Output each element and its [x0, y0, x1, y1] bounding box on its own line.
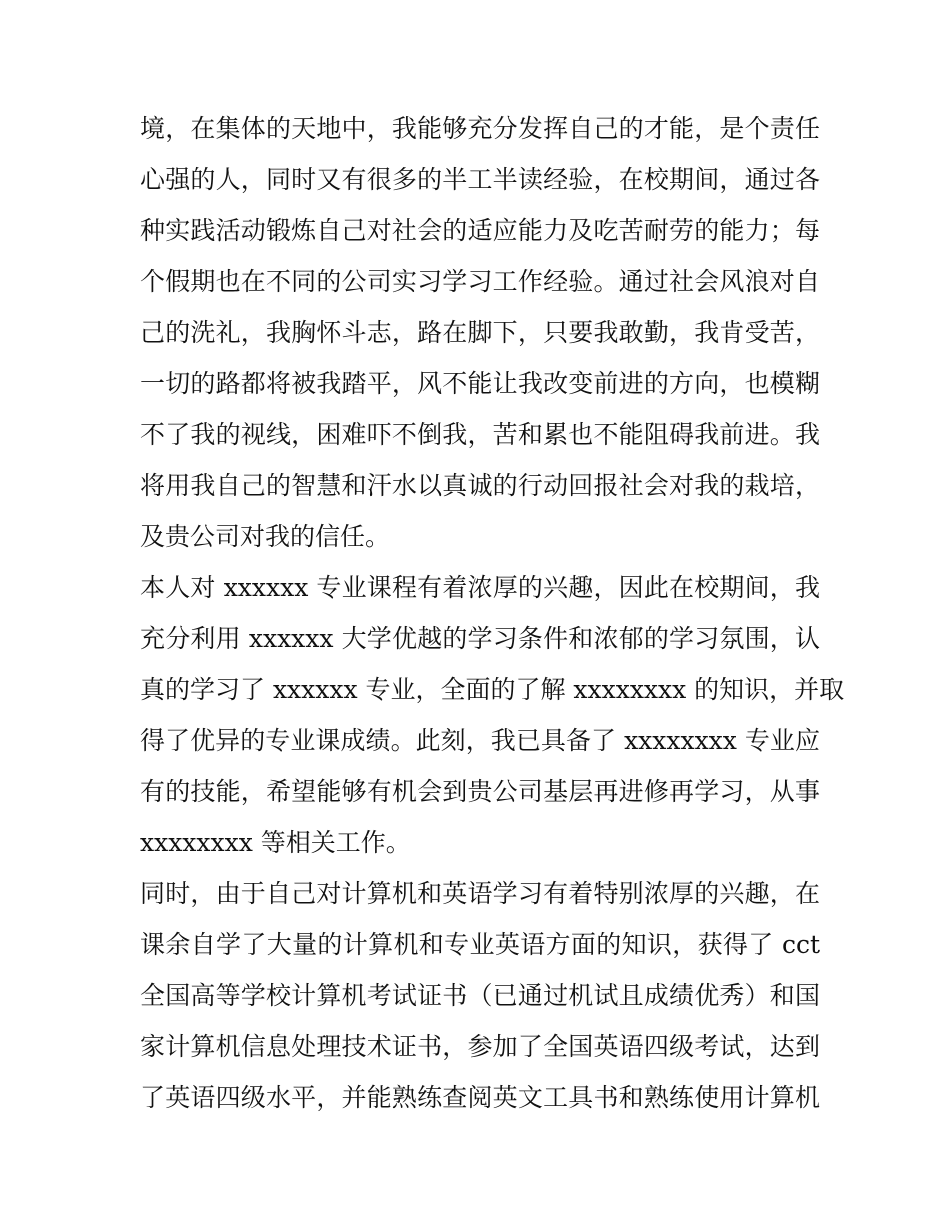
document-body	[140, 103, 845, 1123]
text-line: 将用我自己的智慧和汗水以真诚的行动回报社会对我的栽培，	[140, 471, 820, 500]
text-line: 了英语四级水平，并能熟练查阅英文工具书和熟练使用计算机	[140, 1083, 820, 1112]
text-line: xxxxxxxx 等相关工作。	[140, 828, 411, 857]
text-line: 课余自学了大量的计算机和专业英语方面的知识，获得了 cct	[140, 930, 820, 959]
text-line: 种实践活动锻炼自己对社会的适应能力及吃苦耐劳的能力；每	[140, 216, 820, 245]
text-line: 及贵公司对我的信任。	[140, 522, 391, 551]
text-line: 真的学习了 xxxxxx 专业，全面的了解 xxxxxxxx 的知识，并取	[140, 675, 845, 704]
text-line: 有的技能，希望能够有机会到贵公司基层再进修再学习，从事	[140, 777, 820, 806]
text-line: 一切的路都将被我踏平，风不能让我改变前进的方向，也模糊	[140, 369, 820, 398]
text-line: 个假期也在不同的公司实习学习工作经验。通过社会风浪对自	[140, 267, 820, 296]
text-line: 心强的人，同时又有很多的半工半读经验，在校期间，通过各	[140, 165, 820, 194]
text-line: 不了我的视线，困难吓不倒我，苦和累也不能阻碍我前进。我	[140, 420, 820, 449]
text-line: 同时，由于自己对计算机和英语学习有着特别浓厚的兴趣，在	[140, 879, 820, 908]
text-line: 本人对 xxxxxx 专业课程有着浓厚的兴趣，因此在校期间，我	[140, 573, 820, 602]
text-line: 得了优异的专业课成绩。此刻，我已具备了 xxxxxxxx 专业应	[140, 726, 820, 755]
paragraph-1	[140, 103, 820, 562]
paragraph-2	[140, 562, 845, 868]
text-line: 家计算机信息处理技术证书，参加了全国英语四级考试，达到	[140, 1032, 820, 1061]
text-line: 己的洗礼，我胸怀斗志，路在脚下，只要我敢勤，我肯受苦，	[140, 318, 820, 347]
text-line: 境，在集体的天地中，我能够充分发挥自己的才能，是个责任	[140, 114, 820, 143]
paragraph-3	[140, 868, 820, 1123]
text-line: 全国高等学校计算机考试证书（已通过机试且成绩优秀）和国	[140, 981, 820, 1010]
text-line: 充分利用 xxxxxx 大学优越的学习条件和浓郁的学习氛围，认	[140, 624, 820, 653]
